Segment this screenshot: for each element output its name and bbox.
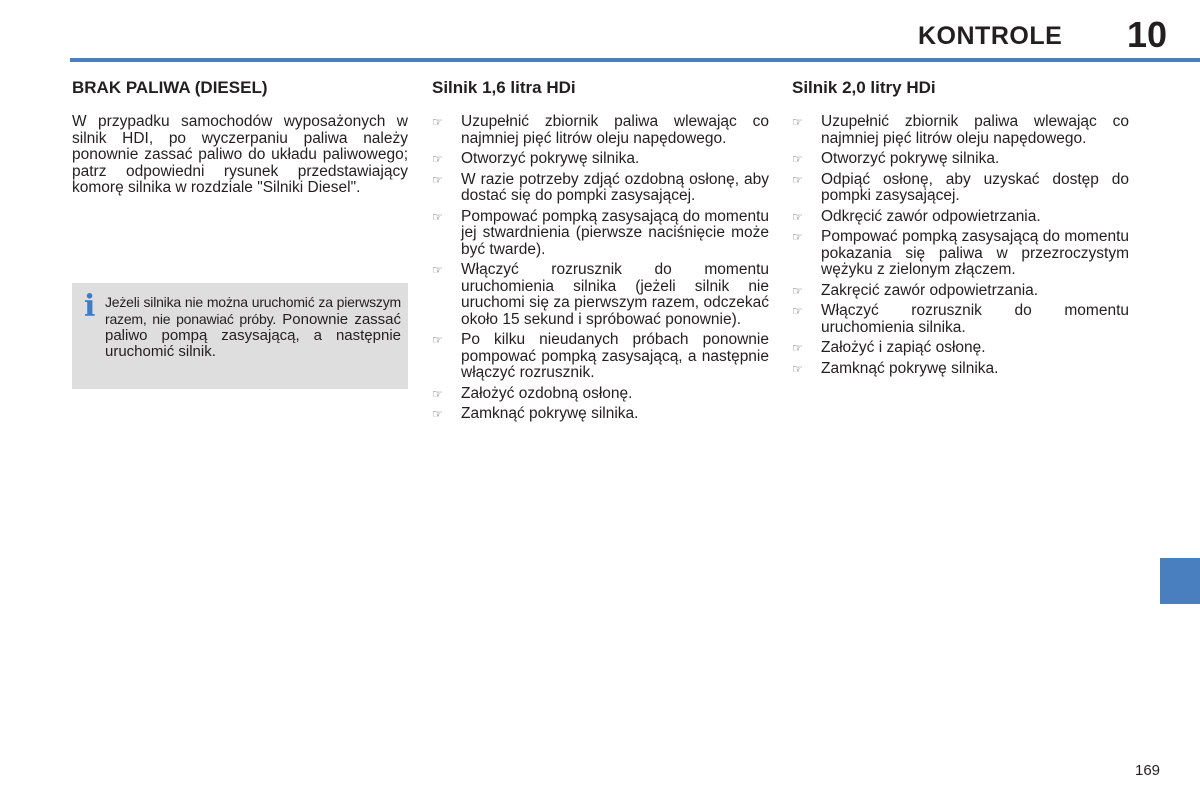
step-text: Otworzyć pokrywę silnika. (461, 150, 640, 167)
list-item (432, 151, 769, 168)
pointing-hand-icon: ☞ (432, 172, 443, 187)
list-item (432, 406, 769, 423)
pointing-hand-icon: ☞ (432, 407, 443, 421)
list-item (432, 332, 769, 382)
list-item (432, 172, 769, 205)
pointing-hand-icon: ☞ (432, 115, 443, 129)
pointing-hand-icon: ☞ (432, 152, 443, 166)
step-text: Pompować pompką zasysającą do momentu pokazania się paliwa w przezroczystym wężyku z zielonym złączem. (821, 228, 1129, 278)
list-item (792, 303, 1129, 336)
intro-paragraph: W przypadku samochodów wyposażonych w silnik HDI, po wyczerpaniu paliwa należy ponownie zassać paliwo do układu paliwowego; patrz odpowiedni rysunek przedstawiający komorę silnika w rozdziale "Silniki Diesel". (72, 113, 408, 196)
section-title: KONTROLE (918, 22, 1063, 50)
step-text: Włączyć rozrusznik do momentu uruchomienia silnika (jeżeli silnik nie uruchomi się za pierwszym razem, odczekać około 15 sekund i spróbować ponownie). (461, 261, 769, 328)
step-text: Włączyć rozrusznik do momentu uruchomienia silnika. (821, 302, 1129, 336)
step-text: Uzupełnić zbiornik paliwa wlewając co najmniej pięć litrów oleju napędowego. (821, 113, 1129, 147)
list-item (792, 114, 1129, 147)
info-body: Ponownie zassać paliwo pompą zasysającą, a następnie uruchomić silnik. (105, 311, 402, 360)
pointing-hand-icon: ☞ (792, 283, 803, 298)
steps-list (432, 114, 769, 423)
pointing-hand-icon: ☞ (432, 263, 443, 277)
steps-list (792, 114, 1129, 377)
list-item (432, 114, 769, 147)
list-item (432, 262, 769, 328)
list-item (792, 229, 1129, 279)
section-heading: Silnik 2,0 litry HDi (792, 78, 936, 97)
pointing-hand-icon: ☞ (792, 304, 803, 318)
pointing-hand-icon: ☞ (432, 386, 443, 401)
step-text: W razie potrzeby zdjąć ozdobną osłonę, aby dostać się do pompki zasysającej. (461, 170, 769, 204)
pointing-hand-icon: ☞ (792, 230, 803, 244)
list-item (792, 172, 1129, 205)
section-heading: Silnik 1,6 litra HDi (432, 78, 576, 97)
pointing-hand-icon: ☞ (792, 115, 803, 129)
step-text: Odpiąć osłonę, aby uzyskać dostęp do pompki zasysającej. (821, 170, 1129, 204)
step-text: Pompować pompką zasysającą do momentu jej stwardnienia (pierwsze naciśnięcie może być twarde). (461, 207, 769, 258)
pointing-hand-icon: ☞ (432, 209, 443, 224)
column-diesel-fuel-shortage (72, 78, 408, 197)
column-engine-1-6-hdi (432, 78, 769, 427)
pointing-hand-icon: ☞ (792, 152, 803, 166)
list-item (792, 340, 1129, 357)
list-item (432, 209, 769, 259)
column-engine-2-0-hdi (792, 78, 1129, 381)
info-lead: Jeżeli silnika nie można uruchomić za pierwszym razem, nie ponawiać próby. (105, 294, 401, 327)
pointing-hand-icon: ☞ (792, 361, 803, 376)
pointing-hand-icon: ☞ (792, 341, 803, 355)
info-text (105, 294, 401, 360)
step-text: Zakręcić zawór odpowietrzania. (821, 281, 1039, 299)
pointing-hand-icon: ☞ (432, 333, 443, 347)
list-item (792, 361, 1129, 378)
step-text: Po kilku nieudanych próbach ponownie pompować pompką zasysającą, a następnie włączyć rozrusznik. (461, 331, 769, 381)
step-text: Zamknąć pokrywę silnika. (821, 359, 999, 377)
list-item (792, 151, 1129, 168)
info-box (72, 283, 408, 389)
page-number: 169 (1135, 762, 1161, 779)
list-item (432, 386, 769, 403)
step-text: Otworzyć pokrywę silnika. (821, 150, 1000, 167)
pointing-hand-icon: ☞ (792, 172, 803, 187)
info-icon: i (84, 289, 96, 324)
step-text: Założyć ozdobną osłonę. (461, 384, 633, 402)
section-heading: BRAK PALIWA (DIESEL) (72, 78, 268, 97)
step-text: Założyć i zapiąć osłonę. (821, 339, 986, 356)
step-text: Odkręcić zawór odpowietrzania. (821, 207, 1041, 225)
step-text: Zamknąć pokrywę silnika. (461, 405, 639, 422)
pointing-hand-icon: ☞ (792, 209, 803, 224)
list-item (792, 283, 1129, 300)
chapter-number: 10 (1127, 14, 1168, 55)
header-rule (70, 58, 1200, 62)
step-text: Uzupełnić zbiornik paliwa wlewając co najmniej pięć litrów oleju napędowego. (461, 113, 769, 147)
list-item (792, 209, 1129, 226)
chapter-side-tab (1160, 558, 1200, 604)
